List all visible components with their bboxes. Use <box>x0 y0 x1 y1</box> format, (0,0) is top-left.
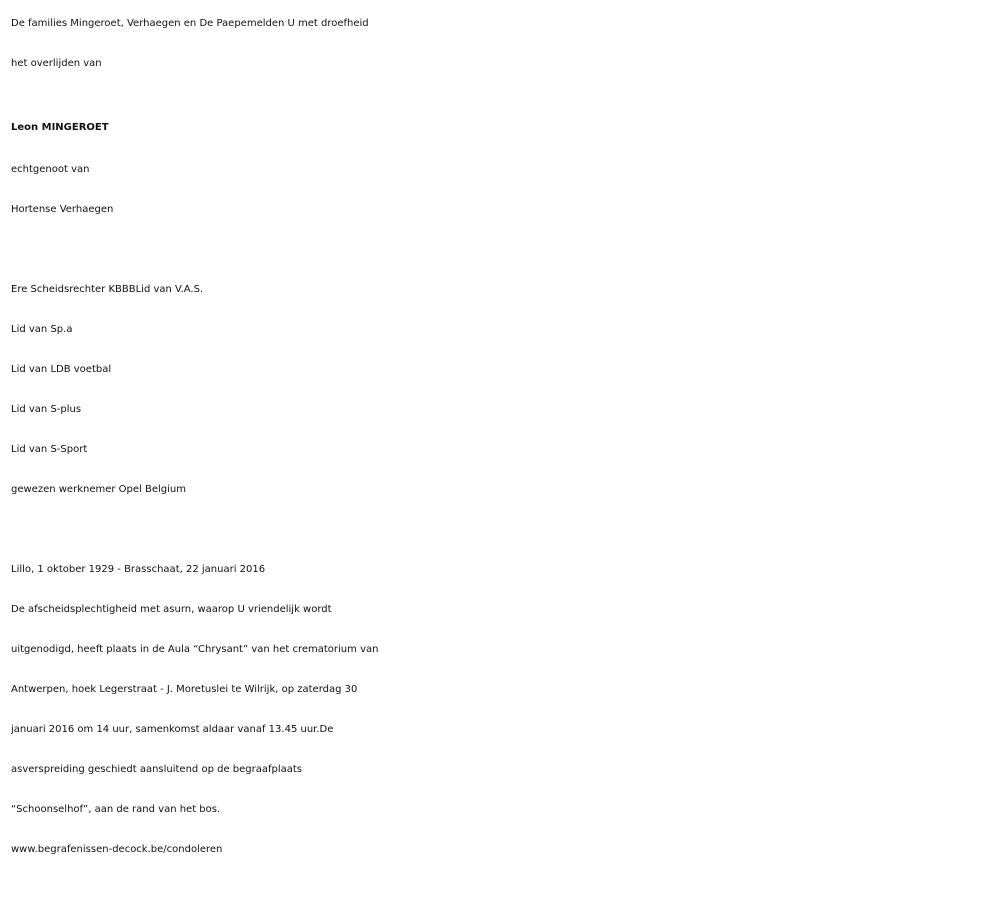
memberships-list <box>11 270 996 510</box>
ceremony-line: januari 2016 om 14 uur, samenkomst aldaar vanaf 13.45 uur.De <box>11 724 334 735</box>
ceremony-section <box>11 550 996 870</box>
ceremony-line: uitgenodigd, heeft plaats in de Aula “Chrysant” van het crematorium van <box>11 644 379 655</box>
relation-line-1: echtgenoot van <box>11 164 90 175</box>
membership-item: Lid van LDB voetbal <box>11 364 112 375</box>
ceremony-line: De afscheidsplechtigheid met asurn, waarop U vriendelijk wordt <box>11 604 332 615</box>
spacer <box>11 230 996 270</box>
condolence-website: www.begrafenissen-decock.be/condoleren <box>11 844 223 855</box>
spouse-name: Hortense Verhaegen <box>11 204 114 215</box>
membership-item: gewezen werknemer Opel Belgium <box>11 484 186 495</box>
intro-section <box>11 4 996 84</box>
relation-section <box>11 150 996 230</box>
ceremony-line: “Schoonselhof”, aan de rand van het bos. <box>11 804 221 815</box>
membership-item: Ere Scheidsrechter KBBBLid van V.A.S. <box>11 284 204 295</box>
deceased-name: Leon MINGEROET <box>11 122 109 133</box>
membership-item: Lid van Sp.a <box>11 324 73 335</box>
ceremony-line: Antwerpen, hoek Legerstraat - J. Moretuslei te Wilrijk, op zaterdag 30 <box>11 684 358 695</box>
spacer <box>11 510 996 550</box>
membership-item: Lid van S-plus <box>11 404 82 415</box>
obituary-notice <box>11 0 996 870</box>
ceremony-line: asverspreiding geschiedt aansluitend op de begraafplaats <box>11 764 303 775</box>
intro-line-2: het overlijden van <box>11 58 102 69</box>
intro-line-1: De families Mingeroet, Verhaegen en De Paepemelden U met droefheid <box>11 18 369 29</box>
membership-item: Lid van S-Sport <box>11 444 88 455</box>
birth-death-dates: Lillo, 1 oktober 1929 - Brasschaat, 22 januari 2016 <box>11 564 266 575</box>
